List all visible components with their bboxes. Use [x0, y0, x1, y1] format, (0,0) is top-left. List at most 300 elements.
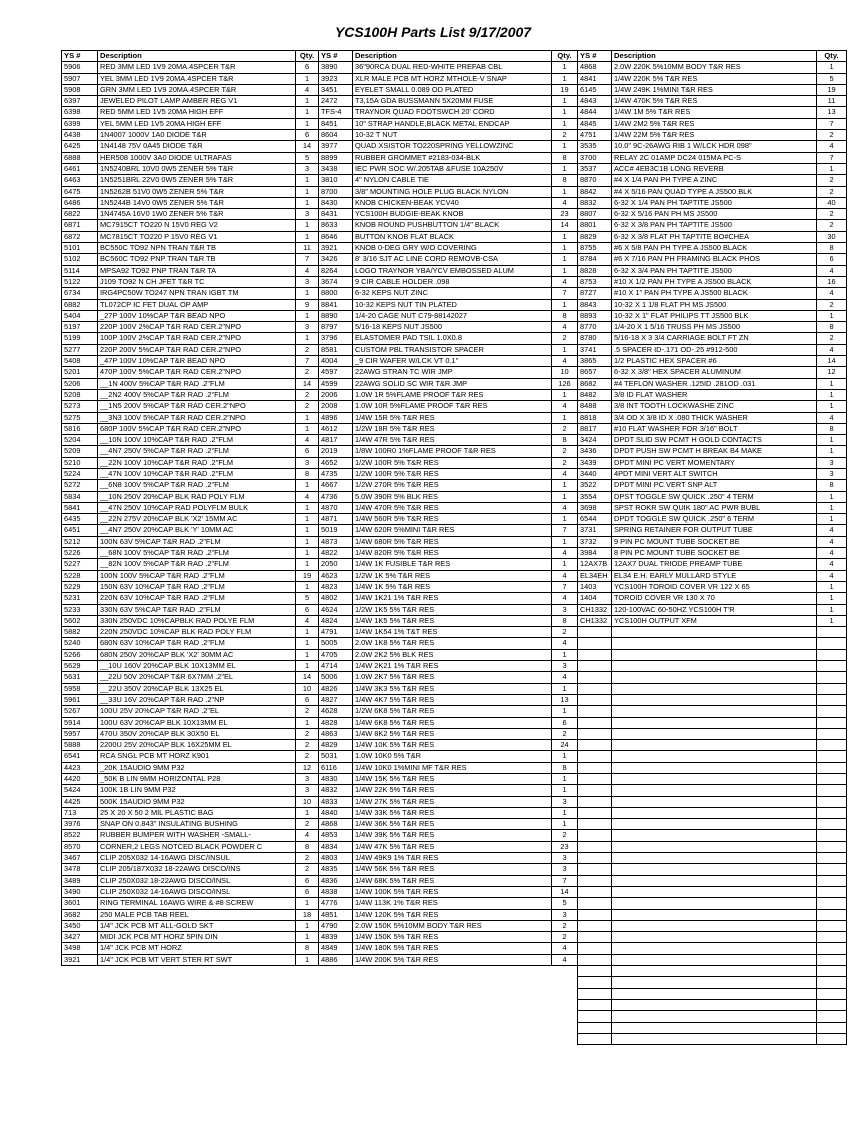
table-row — [578, 254, 847, 265]
description-cell: 4PDT MINI VERT ALT SWITCH — [612, 468, 817, 479]
table-row — [319, 502, 578, 513]
description-cell — [612, 864, 817, 875]
quantity-cell — [817, 954, 847, 965]
quantity-cell: 8 — [552, 152, 578, 163]
description-cell — [612, 886, 817, 897]
quantity-cell: 2 — [296, 864, 319, 875]
part-number-cell: 6888 — [62, 152, 98, 163]
part-number-cell: 2008 — [319, 401, 353, 412]
table-row — [578, 435, 847, 446]
table-row — [319, 683, 578, 694]
quantity-cell: 13 — [817, 107, 847, 118]
part-number-cell: 5006 — [319, 672, 353, 683]
quantity-cell: 2 — [552, 446, 578, 457]
quantity-cell: 4 — [552, 197, 578, 208]
quantity-cell: 2 — [296, 706, 319, 717]
description-cell: 680P 100V 5%CAP T&R RAD CER.2"NPO — [98, 423, 296, 434]
description-cell: 1/4-20 CAGE NUT C79-88142027 — [353, 310, 552, 321]
description-cell: 1/4" JCK PCB MT VERT STER RT SWT — [98, 954, 296, 965]
quantity-cell: 3 — [296, 276, 319, 287]
part-number-cell: 4623 — [319, 570, 353, 581]
quantity-cell: 5 — [296, 593, 319, 604]
description-cell: RELAY 2C 01AMP DC24 015MA PC-S — [612, 152, 817, 163]
quantity-cell: 1 — [552, 62, 578, 73]
table-row — [578, 807, 847, 818]
part-number-cell: 8646 — [319, 231, 353, 242]
part-number-cell — [578, 853, 612, 864]
description-cell: CLIP 205/187X032 18-22AWG DISCO/INS — [98, 864, 296, 875]
description-cell: CLIP 250X032 14-16AWG DISCO/INSL — [98, 886, 296, 897]
description-cell: 9 CIR CABLE HOLDER .098 — [353, 276, 552, 287]
part-number-cell: 3450 — [62, 920, 98, 931]
table-row — [578, 977, 847, 988]
part-number-cell: 5102 — [62, 254, 98, 265]
table-row — [319, 581, 578, 592]
quantity-cell: 3 — [296, 163, 319, 174]
description-cell: ELASTOMER PAD TSIL 1.0X0.8 — [353, 333, 552, 344]
part-number-cell: 6425 — [62, 141, 98, 152]
quantity-cell: 4 — [817, 265, 847, 276]
quantity-cell: 1 — [552, 649, 578, 660]
part-number-cell: 4803 — [319, 853, 353, 864]
part-number-cell: 4776 — [319, 898, 353, 909]
table-row — [62, 333, 319, 344]
quantity-cell: 1 — [552, 231, 578, 242]
description-cell: 1/4W 27K 5% T&R RES — [353, 796, 552, 807]
table-row — [319, 423, 578, 434]
table-row — [578, 909, 847, 920]
part-number-cell: 3427 — [62, 932, 98, 943]
table-row — [62, 130, 319, 141]
table-row — [62, 412, 319, 423]
part-number-cell — [578, 785, 612, 796]
part-number-cell: 4667 — [319, 480, 353, 491]
table-row — [319, 310, 578, 321]
part-number-cell: 3436 — [578, 446, 612, 457]
table-row — [319, 943, 578, 954]
table-row — [319, 457, 578, 468]
table-row — [62, 197, 319, 208]
table-row — [319, 141, 578, 152]
quantity-cell: 3 — [296, 457, 319, 468]
quantity-cell — [817, 875, 847, 886]
quantity-cell: 9 — [296, 299, 319, 310]
quantity-cell — [817, 1022, 847, 1033]
description-cell — [612, 898, 817, 909]
table-row — [62, 638, 319, 649]
table-row — [578, 830, 847, 841]
part-number-cell: 8817 — [578, 423, 612, 434]
description-cell: 220P 200V 5%CAP T&R RAD CER.2"NPO — [98, 344, 296, 355]
description-cell: 6-32 X 3/8" HEX SPACER ALUMINUM — [612, 367, 817, 378]
table-row — [578, 954, 847, 965]
table-row — [62, 740, 319, 751]
table-row — [578, 999, 847, 1010]
part-number-cell: 6461 — [62, 163, 98, 174]
part-number-cell: 3921 — [319, 243, 353, 254]
table-row — [319, 468, 578, 479]
part-number-cell: 8488 — [578, 401, 612, 412]
table-row — [62, 389, 319, 400]
table-row — [62, 107, 319, 118]
table-row — [62, 570, 319, 581]
description-cell: 8 PIN PC MOUNT TUBE SOCKET BE — [612, 548, 817, 559]
description-cell: XLR MALE PCB MT HORZ MTHOLE-V SNAP — [353, 73, 552, 84]
quantity-cell — [817, 706, 847, 717]
description-cell: 1/4W 22K 5% T&R RES — [353, 785, 552, 796]
table-row — [62, 864, 319, 875]
part-number-cell — [578, 954, 612, 965]
part-number-cell: 8801 — [578, 220, 612, 231]
part-number-cell: 4851 — [319, 909, 353, 920]
quantity-cell: 14 — [552, 220, 578, 231]
table-row — [319, 920, 578, 931]
part-number-cell: 3865 — [578, 356, 612, 367]
part-number-cell: 5841 — [62, 502, 98, 513]
quantity-cell: 5 — [552, 898, 578, 909]
description-cell: __1N 400V 5%CAP T&R RAD .2"FLM — [98, 378, 296, 389]
quantity-cell: 2 — [296, 740, 319, 751]
quantity-cell: 8 — [817, 423, 847, 434]
description-cell: KNOB CHICKEN-BEAK YCV40 — [353, 197, 552, 208]
table-row — [319, 96, 578, 107]
part-number-cell: 5199 — [62, 333, 98, 344]
table-row — [62, 84, 319, 95]
part-number-cell: 4830 — [319, 774, 353, 785]
description-cell: _50K B LIN 9MM HORIZONTAL P28 — [98, 774, 296, 785]
quantity-cell: 1 — [296, 220, 319, 231]
table-row — [578, 728, 847, 739]
quantity-cell: 4 — [296, 491, 319, 502]
description-cell: __2N2 400V 5%CAP T&R RAD .2"FLM — [98, 389, 296, 400]
part-number-cell — [578, 706, 612, 717]
description-cell: 6-32 KEPS NUT ZINC — [353, 288, 552, 299]
quantity-cell: 6 — [296, 886, 319, 897]
table-row — [319, 932, 578, 943]
part-number-cell: 8890 — [319, 310, 353, 321]
table-row — [319, 864, 578, 875]
quantity-cell: 8 — [552, 310, 578, 321]
table-row — [578, 107, 847, 118]
part-number-cell: 4817 — [319, 435, 353, 446]
description-cell — [612, 875, 817, 886]
description-cell: 100P 100V 2%CAP T&R RAD CER.2"NPO — [98, 333, 296, 344]
description-cell: 1/4W 150K 5% T&R RES — [353, 932, 552, 943]
part-number-cell — [578, 909, 612, 920]
description-cell: 1N4745A 16V0 1W0 ZENER 5% T&R — [98, 209, 296, 220]
table-row — [319, 446, 578, 457]
table-row — [62, 593, 319, 604]
part-number-cell: 5958 — [62, 683, 98, 694]
quantity-cell: 2 — [817, 175, 847, 186]
part-number-cell: 8755 — [578, 243, 612, 254]
part-number-cell: 4832 — [319, 785, 353, 796]
header-qty: Qty. — [817, 51, 847, 62]
table-row — [62, 559, 319, 570]
table-row — [578, 751, 847, 762]
part-number-cell: 3426 — [319, 254, 353, 265]
description-cell: 1/2W 1K5 5% T&R RES — [353, 604, 552, 615]
table-row — [319, 389, 578, 400]
part-number-cell: 5204 — [62, 435, 98, 446]
table-row — [578, 423, 847, 434]
description-cell: 10" STRAP HANDLE,BLACK METAL ENDCAP — [353, 118, 552, 129]
part-number-cell: 5231 — [62, 593, 98, 604]
description-cell — [612, 932, 817, 943]
description-cell — [612, 977, 817, 988]
table-row — [578, 536, 847, 547]
description-cell — [612, 819, 817, 830]
part-number-cell: 8832 — [578, 197, 612, 208]
quantity-cell — [817, 1011, 847, 1022]
quantity-cell: 19 — [296, 570, 319, 581]
part-number-cell: 6882 — [62, 299, 98, 310]
table-row — [319, 107, 578, 118]
part-number-cell: 4836 — [319, 875, 353, 886]
part-number-cell — [578, 830, 612, 841]
header-qty: Qty. — [552, 51, 578, 62]
quantity-cell: 8 — [817, 322, 847, 333]
quantity-cell: 4 — [552, 276, 578, 287]
description-cell: 10-32 T NUT — [353, 130, 552, 141]
part-number-cell: 5272 — [62, 480, 98, 491]
quantity-cell — [817, 988, 847, 999]
part-number-cell: 5907 — [62, 73, 98, 84]
description-cell: EYELET SMALL 0.089 OD PLATED — [353, 84, 552, 95]
part-number-cell: 8430 — [319, 197, 353, 208]
quantity-cell: 16 — [817, 276, 847, 287]
table-row — [62, 604, 319, 615]
part-number-cell: 5961 — [62, 694, 98, 705]
quantity-cell — [817, 909, 847, 920]
part-number-cell: 5267 — [62, 706, 98, 717]
description-cell: _9 CIR WAFER W/LCK VT 0.1" — [353, 356, 552, 367]
description-cell: 100N 100V 5%CAP T&R RAD .2"FLM — [98, 570, 296, 581]
part-number-cell: 8604 — [319, 130, 353, 141]
part-number-cell: 3467 — [62, 853, 98, 864]
description-cell: 1.0W 1R 5%FLAME PROOF T&R RES — [353, 389, 552, 400]
table-row — [62, 231, 319, 242]
table-row — [578, 141, 847, 152]
quantity-cell — [817, 943, 847, 954]
table-row — [578, 886, 847, 897]
description-cell: IRG4PC50W TO247 NPN TRAN IGBT TM — [98, 288, 296, 299]
part-number-cell — [578, 672, 612, 683]
description-cell: 2.0W 220K 5%10MM BODY T&R RES — [612, 62, 817, 73]
part-number-cell — [578, 943, 612, 954]
quantity-cell: 19 — [817, 84, 847, 95]
part-number-cell: 8893 — [578, 310, 612, 321]
part-number-cell: 5019 — [319, 525, 353, 536]
table-row — [319, 954, 578, 965]
part-number-cell — [578, 1022, 612, 1033]
table-row — [62, 457, 319, 468]
table-row — [62, 525, 319, 536]
part-number-cell — [578, 932, 612, 943]
quantity-cell — [817, 717, 847, 728]
table-row — [62, 243, 319, 254]
description-cell: 6-32 X 3/8 FLAT PH TAPTITE BO#CHEA — [612, 231, 817, 242]
description-cell: #10 FLAT WASHER FOR 3/16" BOLT — [612, 423, 817, 434]
quantity-cell: 2 — [817, 220, 847, 231]
page-title: YCS100H Parts List 9/17/2007 — [334, 24, 532, 40]
part-number-cell: 4823 — [319, 581, 353, 592]
description-cell: 470P 100V 5%CAP T&R RAD CER.2"NPO — [98, 367, 296, 378]
part-number-cell — [578, 627, 612, 638]
table-row — [578, 1033, 847, 1044]
description-cell: BC550C TO92 NPN TRAN T&R TB — [98, 243, 296, 254]
description-cell: 1/2W 270R 5% T&R RES — [353, 480, 552, 491]
description-cell: 1/4W 15R 5% T&R RES — [353, 412, 552, 423]
part-number-cell: 8800 — [319, 288, 353, 299]
part-number-cell: 5266 — [62, 649, 98, 660]
description-cell: MC7815CT TO220 P 15V0 REG V1 — [98, 231, 296, 242]
part-number-cell — [578, 886, 612, 897]
table-row — [578, 796, 847, 807]
description-cell — [612, 1022, 817, 1033]
description-cell: 1/4W 47R 5% T&R RES — [353, 435, 552, 446]
table-row — [319, 322, 578, 333]
quantity-cell: 2 — [296, 728, 319, 739]
table-row — [319, 841, 578, 852]
header-ys: YS # — [578, 51, 612, 62]
part-number-cell: 5404 — [62, 310, 98, 321]
description-cell: 6-32 X 3/8 PAN PH TAPTITE JS500 — [612, 220, 817, 231]
table-row — [578, 1022, 847, 1033]
quantity-cell: 1 — [296, 73, 319, 84]
table-row — [319, 559, 578, 570]
quantity-cell — [817, 999, 847, 1010]
quantity-cell: 1 — [817, 604, 847, 615]
parts-table-column-1 — [61, 50, 319, 966]
part-number-cell: 3700 — [578, 152, 612, 163]
description-cell: HER508 1000V 3A0 DIODE ULTRAFAS — [98, 152, 296, 163]
table-row — [578, 62, 847, 73]
table-row — [62, 548, 319, 559]
quantity-cell: 8 — [552, 175, 578, 186]
quantity-cell: 8 — [817, 243, 847, 254]
part-number-cell: 3796 — [319, 333, 353, 344]
table-row — [319, 672, 578, 683]
description-cell: 1/4W 10K0 1%MINI MF T&R RES — [353, 762, 552, 773]
part-number-cell — [578, 920, 612, 931]
quantity-cell: 1 — [296, 627, 319, 638]
quantity-cell: 1 — [296, 96, 319, 107]
table-row — [62, 468, 319, 479]
part-number-cell: 4790 — [319, 920, 353, 931]
part-number-cell: 4599 — [319, 378, 353, 389]
description-cell — [612, 728, 817, 739]
part-number-cell: 5424 — [62, 785, 98, 796]
table-row — [578, 627, 847, 638]
part-number-cell: 4420 — [62, 774, 98, 785]
description-cell — [612, 954, 817, 965]
description-cell — [612, 988, 817, 999]
description-cell: 250 MALE PCB TAB REEL — [98, 909, 296, 920]
part-number-cell: 4612 — [319, 423, 353, 434]
quantity-cell: 14 — [296, 672, 319, 683]
part-number-cell: 3601 — [62, 898, 98, 909]
table-row — [319, 717, 578, 728]
quantity-cell — [817, 649, 847, 660]
description-cell: 1/4W 47K 5% T&R RES — [353, 841, 552, 852]
description-cell — [612, 841, 817, 852]
part-number-cell — [578, 796, 612, 807]
table-row — [319, 785, 578, 796]
table-row — [319, 84, 578, 95]
quantity-cell — [817, 807, 847, 818]
table-row — [62, 141, 319, 152]
quantity-cell: 1 — [296, 288, 319, 299]
description-cell: #10 X 1" PAN PH TYPE A JS500 BLACK — [612, 288, 817, 299]
description-cell: TL072CP IC FET DUAL OP AMP — [98, 299, 296, 310]
description-cell: TRAYNOR QUAD FOOTSWCH 20' CORD — [353, 107, 552, 118]
description-cell: 1/4W 2M2 5% T&R RES — [612, 118, 817, 129]
quantity-cell: 1 — [817, 615, 847, 626]
table-row — [62, 344, 319, 355]
description-cell: 1/4W 4K7 5% T&R RES — [353, 694, 552, 705]
part-number-cell: 4423 — [62, 762, 98, 773]
description-cell: 680N 250V 20%CAP BLK 'X2' 30MM AC — [98, 649, 296, 660]
description-cell — [612, 774, 817, 785]
table-row — [578, 604, 847, 615]
description-cell: YEL 3MM LED 1V9 20MA.4SPCER T&R — [98, 73, 296, 84]
part-number-cell: 4827 — [319, 694, 353, 705]
quantity-cell: 3 — [552, 661, 578, 672]
table-row — [578, 694, 847, 705]
quantity-cell: 1 — [817, 491, 847, 502]
part-number-cell: 8727 — [578, 288, 612, 299]
description-cell: 1/4W 680R 5% T&R RES — [353, 536, 552, 547]
table-row — [62, 163, 319, 174]
description-cell: SPRING RETAINER FOR OUTPUT TUBE — [612, 525, 817, 536]
table-row — [578, 514, 847, 525]
part-number-cell: 8570 — [62, 841, 98, 852]
quantity-cell: 19 — [552, 84, 578, 95]
quantity-cell: 1 — [296, 197, 319, 208]
part-number-cell: 4714 — [319, 661, 353, 672]
quantity-cell: 4 — [817, 141, 847, 152]
table-row — [319, 819, 578, 830]
table-row — [578, 672, 847, 683]
description-cell: 1/4W 6K8 5% T&R RES — [353, 717, 552, 728]
part-number-cell: 4751 — [578, 130, 612, 141]
quantity-cell: 4 — [817, 344, 847, 355]
table-row — [578, 344, 847, 355]
table-row — [62, 728, 319, 739]
description-cell: #6 X 7/16 PAN PH FRAMING BLACK PHOS — [612, 254, 817, 265]
quantity-cell: 23 — [552, 841, 578, 852]
table-row — [319, 299, 578, 310]
description-cell: 1N5262B 51V0 0W5 ZENER 5% T&R — [98, 186, 296, 197]
part-number-cell: CH1332 — [578, 615, 612, 626]
table-row — [62, 796, 319, 807]
table-row — [319, 62, 578, 73]
table-row — [319, 209, 578, 220]
description-cell: __10N 250V 20%CAP BLK RAD POLY FLM — [98, 491, 296, 502]
description-cell: 1/4W 120K 5% T&R RES — [353, 909, 552, 920]
table-row — [62, 672, 319, 683]
part-number-cell: 3535 — [578, 141, 612, 152]
part-number-cell: 12AX7B — [578, 559, 612, 570]
part-number-cell: 4791 — [319, 627, 353, 638]
part-number-cell — [578, 807, 612, 818]
part-number-cell: 6438 — [62, 130, 98, 141]
quantity-cell: 4 — [552, 322, 578, 333]
description-cell: 5/16-18 X 3 3/4 CARRIAGE BOLT FT ZN — [612, 333, 817, 344]
table-row — [578, 152, 847, 163]
table-row — [578, 130, 847, 141]
